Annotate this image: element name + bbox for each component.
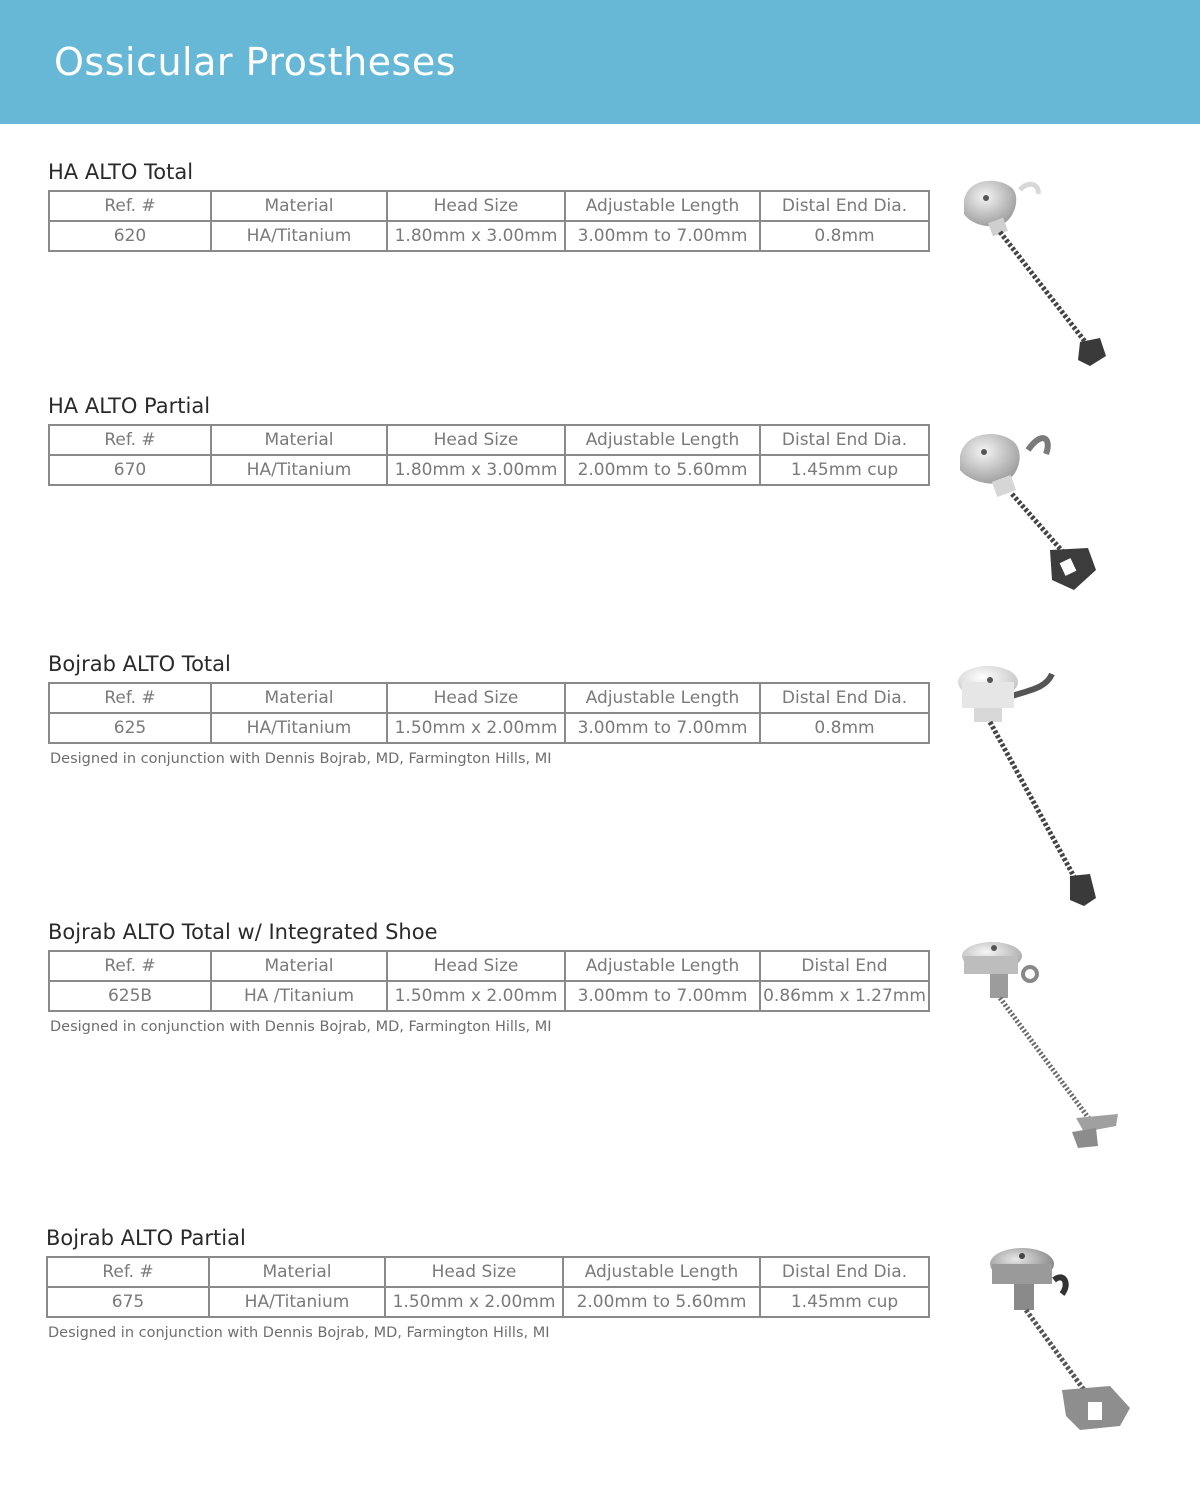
value-material: HA /Titanium xyxy=(211,981,387,1011)
header-adjustable-length: Adjustable Length xyxy=(565,191,760,221)
designer-note: Designed in conjunction with Dennis Bojrab, MD, Farmington Hills, MI xyxy=(50,1019,552,1035)
value-distal-end: 1.45mm cup xyxy=(760,455,929,485)
value-material: HA/Titanium xyxy=(211,455,387,485)
header-material: Material xyxy=(211,951,387,981)
spec-table xyxy=(48,682,930,744)
value-head-size: 1.50mm x 2.00mm xyxy=(385,1287,563,1317)
header-material: Material xyxy=(211,191,387,221)
spec-value-row xyxy=(49,221,929,251)
product-title: HA ALTO Partial xyxy=(48,394,211,418)
header-head-size: Head Size xyxy=(387,191,565,221)
header-adjustable-length: Adjustable Length xyxy=(565,683,760,713)
product-ha-alto-total xyxy=(48,158,930,252)
value-adjustable-length: 3.00mm to 7.00mm xyxy=(565,713,760,743)
spec-header-row xyxy=(49,683,929,713)
prosthesis-image-bojrab-alto-total-shoe xyxy=(950,932,1130,1152)
header-ref: Ref. # xyxy=(49,683,211,713)
value-adjustable-length: 3.00mm to 7.00mm xyxy=(565,981,760,1011)
page-header-band xyxy=(0,0,1200,124)
product-title: Bojrab ALTO Total w/ Integrated Shoe xyxy=(48,920,438,944)
page-title: Ossicular Prostheses xyxy=(54,40,457,84)
value-ref: 675 xyxy=(47,1287,209,1317)
product-title: Bojrab ALTO Total xyxy=(48,652,231,676)
prosthesis-image-ha-alto-total xyxy=(950,170,1120,380)
value-distal-end: 1.45mm cup xyxy=(760,1287,929,1317)
value-material: HA/Titanium xyxy=(209,1287,385,1317)
spec-table xyxy=(48,424,930,486)
spec-table xyxy=(48,950,930,1012)
spec-table xyxy=(46,1256,930,1318)
product-ha-alto-partial xyxy=(48,392,930,486)
product-title: Bojrab ALTO Partial xyxy=(46,1226,246,1250)
designer-note: Designed in conjunction with Dennis Bojrab, MD, Farmington Hills, MI xyxy=(50,751,552,767)
value-material: HA/Titanium xyxy=(211,221,387,251)
spec-value-row xyxy=(49,981,929,1011)
value-distal-end: 0.8mm xyxy=(760,713,929,743)
value-head-size: 1.50mm x 2.00mm xyxy=(387,981,565,1011)
value-ref: 670 xyxy=(49,455,211,485)
prosthesis-image-bojrab-alto-partial xyxy=(980,1240,1140,1440)
header-head-size: Head Size xyxy=(387,683,565,713)
value-head-size: 1.80mm x 3.00mm xyxy=(387,455,565,485)
spec-value-row xyxy=(49,713,929,743)
product-bojrab-alto-total-shoe xyxy=(48,918,930,1035)
header-adjustable-length: Adjustable Length xyxy=(563,1257,760,1287)
spec-header-row xyxy=(47,1257,929,1287)
product-title: HA ALTO Total xyxy=(48,160,194,184)
header-ref: Ref. # xyxy=(47,1257,209,1287)
value-adjustable-length: 2.00mm to 5.60mm xyxy=(565,455,760,485)
value-adjustable-length: 3.00mm to 7.00mm xyxy=(565,221,760,251)
value-adjustable-length: 2.00mm to 5.60mm xyxy=(563,1287,760,1317)
header-material: Material xyxy=(211,425,387,455)
spec-header-row xyxy=(49,191,929,221)
value-distal-end: 0.86mm x 1.27mm xyxy=(760,981,929,1011)
spec-value-row xyxy=(49,455,929,485)
spec-header-row xyxy=(49,425,929,455)
header-head-size: Head Size xyxy=(387,951,565,981)
spec-value-row xyxy=(47,1287,929,1317)
value-ref: 625B xyxy=(49,981,211,1011)
header-distal-end: Distal End Dia. xyxy=(760,425,929,455)
value-ref: 620 xyxy=(49,221,211,251)
value-distal-end: 0.8mm xyxy=(760,221,929,251)
value-material: HA/Titanium xyxy=(211,713,387,743)
product-bojrab-alto-partial xyxy=(46,1224,930,1341)
header-ref: Ref. # xyxy=(49,191,211,221)
value-head-size: 1.50mm x 2.00mm xyxy=(387,713,565,743)
spec-header-row xyxy=(49,951,929,981)
designer-note: Designed in conjunction with Dennis Bojrab, MD, Farmington Hills, MI xyxy=(48,1325,550,1341)
prosthesis-image-bojrab-alto-total xyxy=(950,660,1120,910)
header-distal-end: Distal End Dia. xyxy=(760,683,929,713)
header-ref: Ref. # xyxy=(49,425,211,455)
header-distal-end: Distal End Dia. xyxy=(760,191,929,221)
product-bojrab-alto-total xyxy=(48,650,930,767)
value-head-size: 1.80mm x 3.00mm xyxy=(387,221,565,251)
header-ref: Ref. # xyxy=(49,951,211,981)
spec-table xyxy=(48,190,930,252)
header-head-size: Head Size xyxy=(385,1257,563,1287)
header-adjustable-length: Adjustable Length xyxy=(565,425,760,455)
value-ref: 625 xyxy=(49,713,211,743)
header-material: Material xyxy=(209,1257,385,1287)
header-material: Material xyxy=(211,683,387,713)
prosthesis-image-ha-alto-partial xyxy=(950,420,1120,600)
header-distal-end: Distal End Dia. xyxy=(760,1257,929,1287)
header-head-size: Head Size xyxy=(387,425,565,455)
header-distal-end: Distal End xyxy=(760,951,929,981)
header-adjustable-length: Adjustable Length xyxy=(565,951,760,981)
